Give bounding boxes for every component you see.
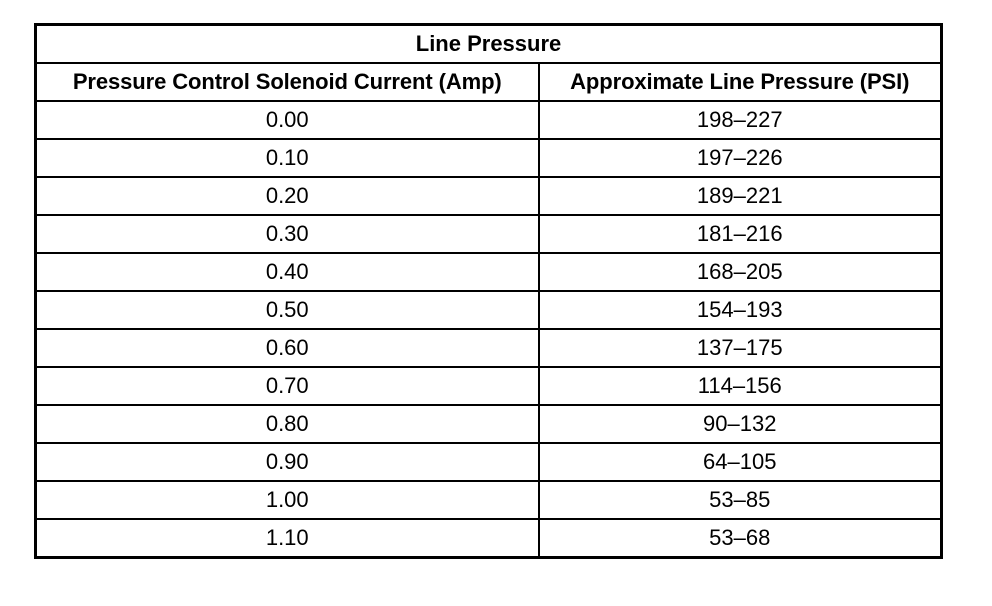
table-row — [36, 253, 942, 291]
pressure-cell: 90–132 — [539, 405, 942, 443]
table-row — [36, 481, 942, 519]
table-row — [36, 443, 942, 481]
table-row — [36, 139, 942, 177]
pressure-cell: 137–175 — [539, 329, 942, 367]
column-header-current: Pressure Control Solenoid Current (Amp) — [36, 63, 539, 101]
current-cell: 0.50 — [36, 291, 539, 329]
pressure-cell: 154–193 — [539, 291, 942, 329]
table-title-row — [36, 25, 942, 64]
current-cell: 0.10 — [36, 139, 539, 177]
line-pressure-table-container — [34, 23, 940, 559]
pressure-cell: 189–221 — [539, 177, 942, 215]
table-row — [36, 177, 942, 215]
pressure-cell: 181–216 — [539, 215, 942, 253]
pressure-cell: 197–226 — [539, 139, 942, 177]
table-row — [36, 215, 942, 253]
current-cell: 0.20 — [36, 177, 539, 215]
pressure-cell: 53–68 — [539, 519, 942, 558]
table-row — [36, 329, 942, 367]
table-row — [36, 405, 942, 443]
current-cell: 0.60 — [36, 329, 539, 367]
current-cell: 1.10 — [36, 519, 539, 558]
pressure-cell: 114–156 — [539, 367, 942, 405]
pressure-cell: 198–227 — [539, 101, 942, 139]
table-row — [36, 101, 942, 139]
current-cell: 1.00 — [36, 481, 539, 519]
pressure-cell: 64–105 — [539, 443, 942, 481]
pressure-cell: 168–205 — [539, 253, 942, 291]
table-row — [36, 367, 942, 405]
current-cell: 0.80 — [36, 405, 539, 443]
line-pressure-table — [34, 23, 943, 559]
current-cell: 0.90 — [36, 443, 539, 481]
current-cell: 0.70 — [36, 367, 539, 405]
column-header-pressure: Approximate Line Pressure (PSI) — [539, 63, 942, 101]
current-cell: 0.30 — [36, 215, 539, 253]
current-cell: 0.00 — [36, 101, 539, 139]
table-header-row — [36, 63, 942, 101]
table-title: Line Pressure — [36, 25, 942, 64]
pressure-cell: 53–85 — [539, 481, 942, 519]
table-row — [36, 519, 942, 558]
current-cell: 0.40 — [36, 253, 539, 291]
table-row — [36, 291, 942, 329]
